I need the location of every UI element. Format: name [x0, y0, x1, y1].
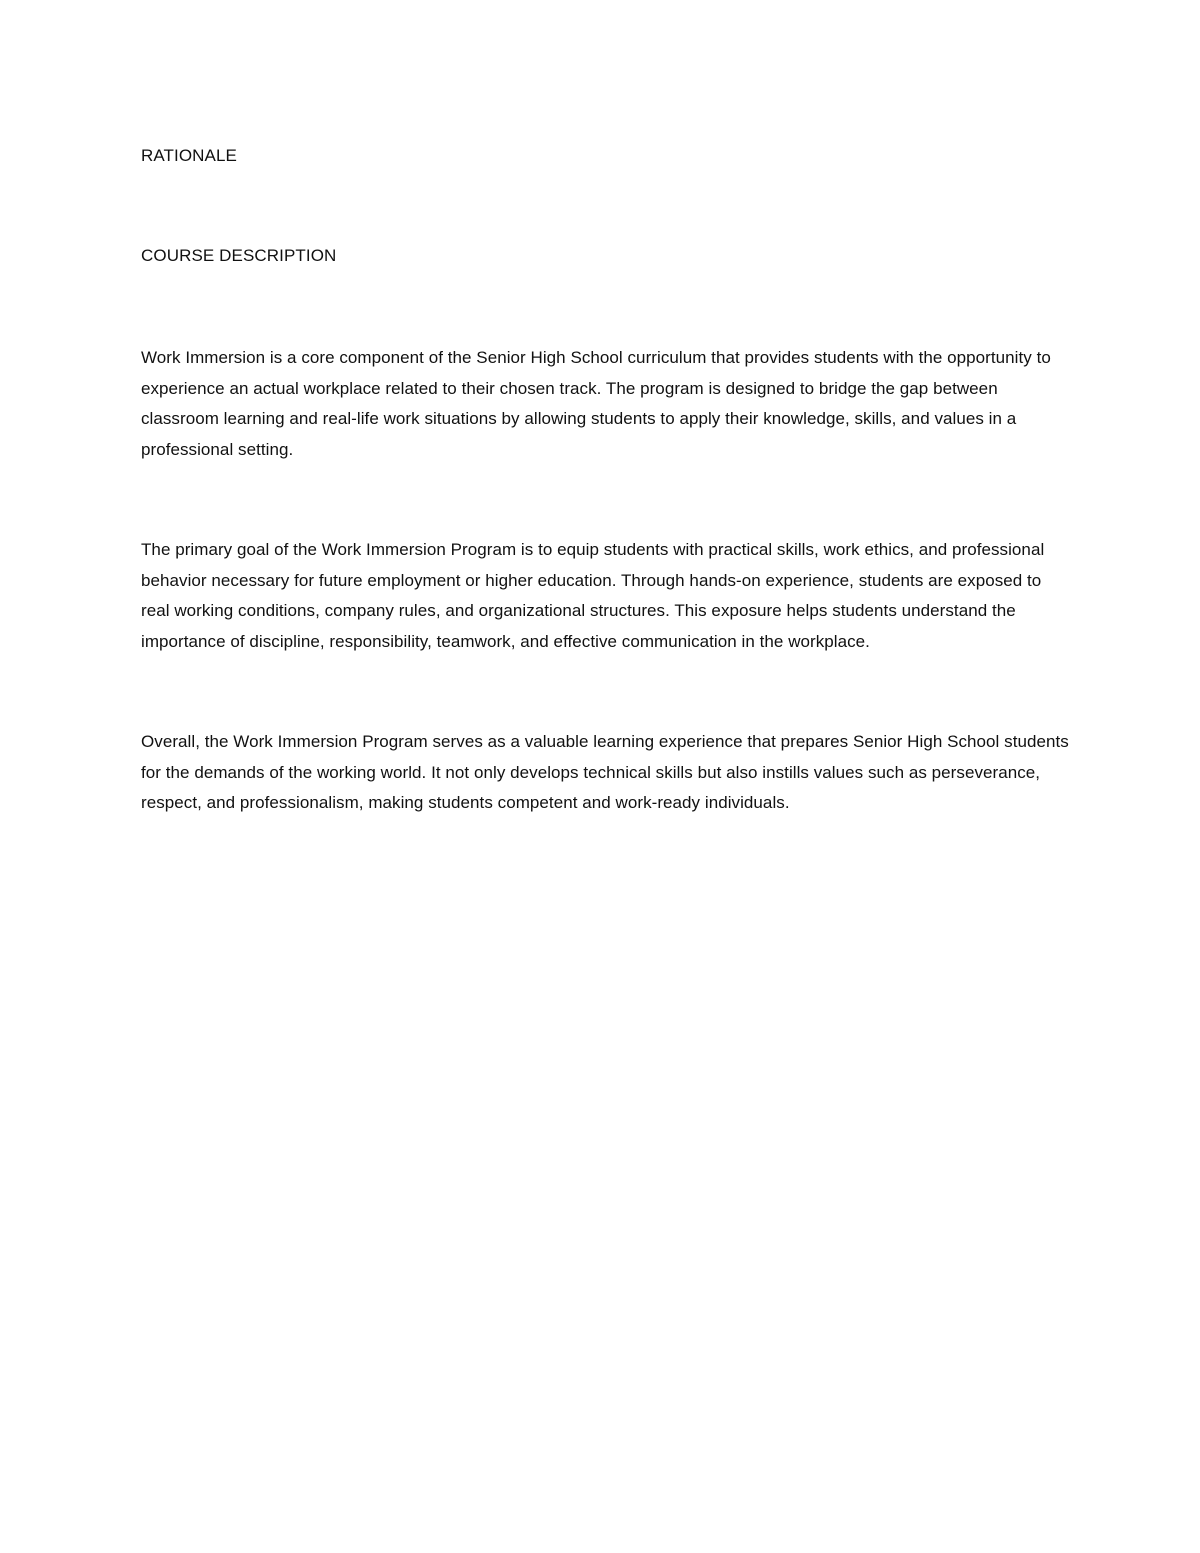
paragraph-primary-goal: The primary goal of the Work Immersion Program is to equip students with practical skills, work ethics, and professional behavior necessary for future employment or higher education. Through hands-on experience, students are exposed to real working conditions, company rules, and organizational structures. This exposure helps students understand the importance of discipline, responsibility, teamwork, and effective communication in the workplace.	[141, 540, 1045, 651]
paragraph-work-immersion-overview: Work Immersion is a core component of the Senior High School curriculum that provides students with the opportunity to experience an actual workplace related to their chosen track. The program is designed to bridge the gap between classroom learning and real-life work situations by allowing students to apply their knowledge, skills, and values in a professional setting.	[141, 348, 1051, 459]
document-content	[141, 143, 1071, 819]
paragraph-overall-summary: Overall, the Work Immersion Program serves as a valuable learning experience that prepares Senior High School students for the demands of the working world. It not only develops technical skills but also instills values such as perseverance, respect, and professionalism, making students competent and work-ready individuals.	[141, 732, 1069, 812]
course-description-heading: COURSE DESCRIPTION	[141, 246, 337, 265]
rationale-heading: RATIONALE	[141, 146, 237, 165]
